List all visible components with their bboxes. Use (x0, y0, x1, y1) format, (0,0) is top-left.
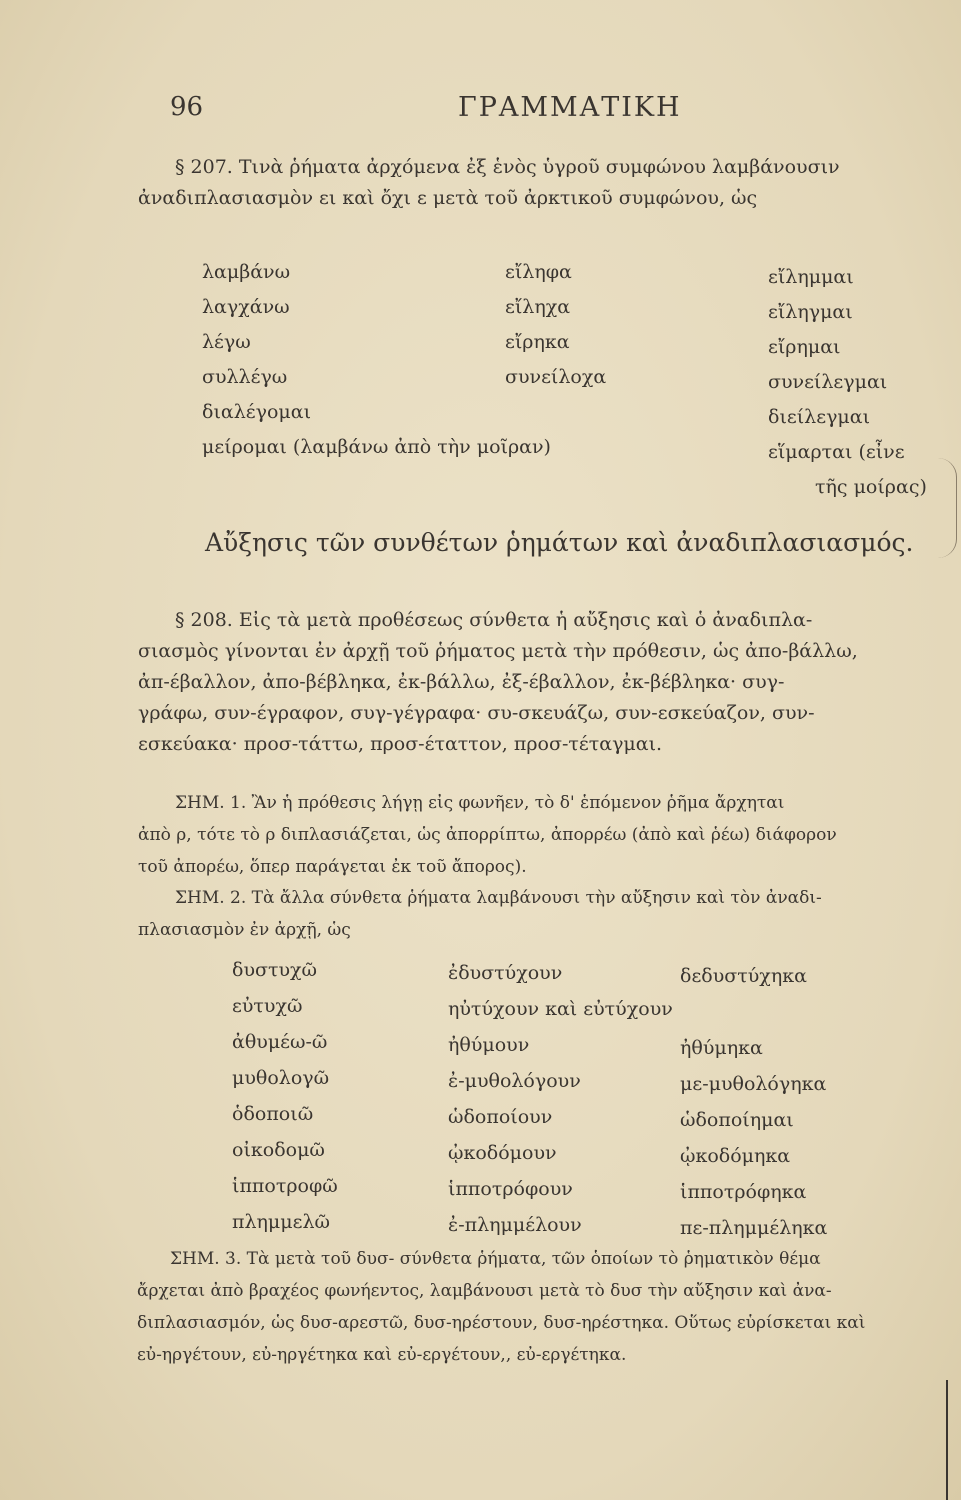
text-line: ΣΗΜ. 3. Τὰ μετὰ τοῦ δυσ- σύνθετα ῥήματα, τῶν ὁποίων τὸ ῥηματικὸν θέμα (170, 1249, 821, 1269)
text-line: ἄρχεται ἀπὸ βραχέος φωνήεντος, λαμβάνουσι μετὰ τὸ δυσ τὴν αὔξησιν καὶ ἀνα- (137, 1281, 832, 1301)
verb-form: ἠθύμηκα (680, 1037, 763, 1059)
verb-form: λαμβάνω (202, 261, 291, 283)
verb-form: εἴρημαι (768, 336, 841, 358)
verb-form: ὁδοποιῶ (232, 1103, 314, 1125)
verb-form: τῆς μοίρας) (815, 476, 927, 498)
verb-form: ᾠκοδόμουν (448, 1142, 557, 1164)
verb-form: ἱπποτρόφουν (448, 1178, 573, 1200)
verb-form: πλημμελῶ (232, 1211, 330, 1233)
text-line: γράφω, συν-έγραφον, συγ-γέγραφα· συ-σκευάζω, συν-εσκεύαζον, συν- (138, 702, 815, 724)
table2-col3 (680, 958, 827, 1246)
text-line: πλασιασμὸν ἐν ἀρχῇ, ὡς (138, 920, 351, 940)
verb-form: ᾠκοδόμηκα (680, 1145, 791, 1167)
verb-form: δεδυστύχηκα (680, 965, 807, 987)
verb-form: εἴλημμαι (768, 266, 854, 288)
text-line: τοῦ ἀπορέω, ὅπερ παράγεται ἐκ τοῦ ἄπορος). (138, 857, 527, 877)
verb-form: λέγω (202, 331, 251, 353)
verb-form: οἰκοδομῶ (232, 1139, 325, 1161)
verb-form: εἴρηκα (505, 331, 570, 353)
table2-col2 (448, 955, 673, 1243)
verb-form: εὐτυχῶ (232, 995, 303, 1017)
verb-form: με-μυθολόγηκα (680, 1073, 827, 1095)
verb-form: εἴληγμαι (768, 301, 853, 323)
text-line: § 208. Εἰς τὰ μετὰ προθέσεως σύνθετα ἡ αὔξησις καὶ ὁ ἀναδιπλα- (175, 609, 813, 631)
text-line: ἀπ-έβαλλον, ἀπο-βέβληκα, ἐκ-βάλλω, ἐξ-έβαλλον, ἐκ-βέβληκα· συγ- (138, 671, 785, 693)
verb-form: εἴληφα (505, 261, 572, 283)
verb-form: ἀθυμέω-ῶ (232, 1031, 328, 1053)
verb-form: ηὐτύχουν καὶ εὐτύχουν (448, 998, 673, 1020)
verb-form: ἱπποτρόφηκα (680, 1181, 807, 1203)
table1-col2 (505, 255, 606, 395)
verb-form: ἠθύμουν (448, 1034, 530, 1056)
verb-form: διαλέγομαι (202, 401, 312, 423)
verb-form: λαγχάνω (202, 296, 290, 318)
text-line: διπλασιασμόν, ὡς δυσ-αρεστῶ, δυσ-ηρέστουν, δυσ-ηρέστηκα. Οὕτως εὑρίσκεται καὶ (137, 1313, 866, 1333)
verb-form: εἴληχα (505, 296, 571, 318)
verb-form (680, 994, 827, 1030)
paragraph-208 (138, 605, 858, 760)
verb-form: ὡδοποίημαι (680, 1109, 794, 1131)
note-2 (138, 882, 822, 946)
table1-col3 (768, 260, 927, 505)
text-line: ἀπὸ ρ, τότε τὸ ρ διπλασιάζεται, ὡς ἀπορρίπτω, ἀπορρέω (ἀπὸ καὶ ῥέω) διάφορον (138, 825, 837, 845)
verb-form: εἵμαρται (εἶνε (768, 441, 905, 463)
note-3 (137, 1243, 866, 1371)
text-line: § 207. Τινὰ ῥήματα ἀρχόμενα ἐξ ἑνὸς ὑγροῦ συμφώνου λαμβάνουσιν (175, 156, 840, 178)
section-heading: Αὔξησις τῶν συνθέτων ῥημάτων καὶ ἀναδιπλασιασμός. (205, 528, 914, 557)
verb-form: συνείλοχα (505, 366, 607, 388)
verb-form: δυστυχῶ (232, 959, 318, 981)
text-line: εσκεύακα· προσ-τάττω, προσ-έταττον, προσ-τέταγμαι. (138, 733, 663, 755)
text-line: ΣΗΜ. 1. Ἂν ἡ πρόθεσις λήγῃ εἰς φωνῆεν, τὸ δ' ἑπόμενον ῥῆμα ἄρχηται (175, 793, 785, 813)
margin-bracket (938, 458, 957, 558)
text-line: ΣΗΜ. 2. Τὰ ἄλλα σύνθετα ῥήματα λαμβάνουσι τὴν αὔξησιν καὶ τὸν ἀναδι- (175, 888, 822, 908)
verb-form: μυθολογῶ (232, 1067, 330, 1089)
verb-form: ἐ-πλημμέλουν (448, 1214, 582, 1236)
table2-col1 (232, 952, 338, 1240)
verb-form: πε-πλημμέληκα (680, 1217, 828, 1239)
verb-form: ὡδοποίουν (448, 1106, 553, 1128)
verb-form: διείλεγμαι (768, 406, 871, 428)
verb-form: συλλέγω (202, 366, 288, 388)
verb-form: ἱπποτροφῶ (232, 1175, 338, 1197)
paragraph-207 (138, 152, 840, 214)
table1-col1 (202, 255, 551, 465)
verb-form: ἐδυστύχουν (448, 962, 563, 984)
text-line: ἀναδιπλασιασμὸν ει καὶ ὄχι ε μετὰ τοῦ ἀρκτικοῦ συμφώνου, ὡς (138, 187, 758, 209)
margin-rule (946, 1380, 948, 1500)
page-title: ΓΡΑΜΜΑΤΙΚΗ (458, 92, 682, 123)
text-line: σιασμὸς γίνονται ἐν ἀρχῇ τοῦ ῥήματος μετὰ τὴν πρόθεσιν, ὡς ἀπο-βάλλω, (138, 640, 858, 662)
note-1 (138, 787, 837, 883)
verb-form: συνείλεγμαι (768, 371, 888, 393)
verb-form: μείρομαι (λαμβάνω ἀπὸ τὴν μοῖραν) (202, 436, 551, 458)
text-line: εὐ-ηργέτουν, εὐ-ηργέτηκα καὶ εὐ-εργέτουν,, εὐ-εργέτηκα. (137, 1345, 627, 1365)
verb-form: ἐ-μυθολόγουν (448, 1070, 581, 1092)
page-number: 96 (170, 92, 204, 122)
